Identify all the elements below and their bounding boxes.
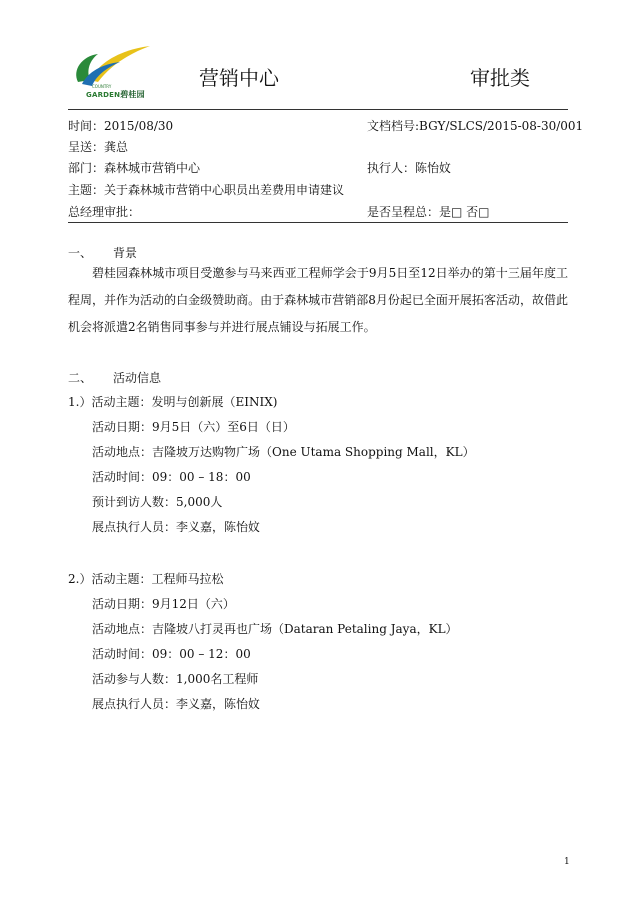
- section2-heading: 活动信息: [113, 371, 162, 385]
- section1-heading: 背景: [113, 246, 138, 260]
- activity-line: 活动参与人数：1,000名工程师: [92, 672, 259, 686]
- section2-number: 二、: [68, 371, 93, 385]
- logo-cn: 碧桂园: [120, 90, 145, 99]
- meta-time: 时间：2015/08/30: [68, 119, 174, 133]
- activity-title: 1.）活动主题：发明与创新展（EINIX): [68, 395, 278, 409]
- header-right-title: 审批类: [470, 66, 530, 90]
- activity-line: 活动日期：9月12日（六）: [92, 597, 235, 611]
- activity-line: 活动地点：吉隆坡八打灵再也广场（Dataran Petaling Jaya，KL）: [92, 622, 458, 636]
- section1-paragraph: 碧桂园森林城市项目受邀参与马来西亚工程师学会于9月5日至12日举办的第十三届年度工程周，并作为活动的白金级赞助商。由于森林城市营销部8月份起已全面开展拓客活动，故借此机会将派遣2名销售同事参与并进行展点铺设与拓展工作。: [68, 266, 568, 334]
- meta-submit-to: 呈送：龚总: [68, 140, 129, 154]
- header-divider: [68, 109, 568, 110]
- meta-executor: 执行人：陈怡妏: [367, 161, 452, 175]
- meta-divider: [68, 222, 568, 223]
- meta-gm-approval: 总经理审批：: [68, 205, 141, 219]
- activity-line: 活动日期：9月5日（六）至6日（日）: [92, 420, 295, 434]
- activity-title: 2.）活动主题：工程师马拉松: [68, 572, 224, 586]
- meta-subject: 主题：关于森林城市营销中心职员出差费用申请建议: [68, 183, 345, 197]
- header-center-title: 营销中心: [199, 66, 279, 90]
- meta-doc-number: 文档档号:BGY/SLCS/2015-08-30/001: [367, 119, 584, 133]
- activity-line: 活动地点：吉隆坡万达购物广场（One Utama Shopping Mall，KL）: [92, 445, 475, 459]
- page-number: 1: [564, 857, 570, 867]
- activity-line: 预计到访人数：5,000人: [92, 495, 223, 509]
- logo-small-text: COUNTRY: [92, 84, 112, 89]
- logo-en: GARDEN: [86, 91, 121, 99]
- logo-text: [86, 89, 145, 100]
- activity-line: 活动时间：09：00 – 18：00: [92, 470, 251, 484]
- activity-line: 展点执行人员：李义嘉，陈怡妏: [92, 520, 261, 534]
- meta-department: 部门：森林城市营销中心: [68, 161, 201, 175]
- company-logo: [68, 42, 154, 100]
- section1-number: 一、: [68, 246, 93, 260]
- activity-line: 展点执行人员：李义嘉，陈怡妏: [92, 697, 261, 711]
- meta-to-chairman: 是否呈程总：是□ 否□: [367, 205, 490, 219]
- activity-line: 活动时间：09：00 – 12：00: [92, 647, 251, 661]
